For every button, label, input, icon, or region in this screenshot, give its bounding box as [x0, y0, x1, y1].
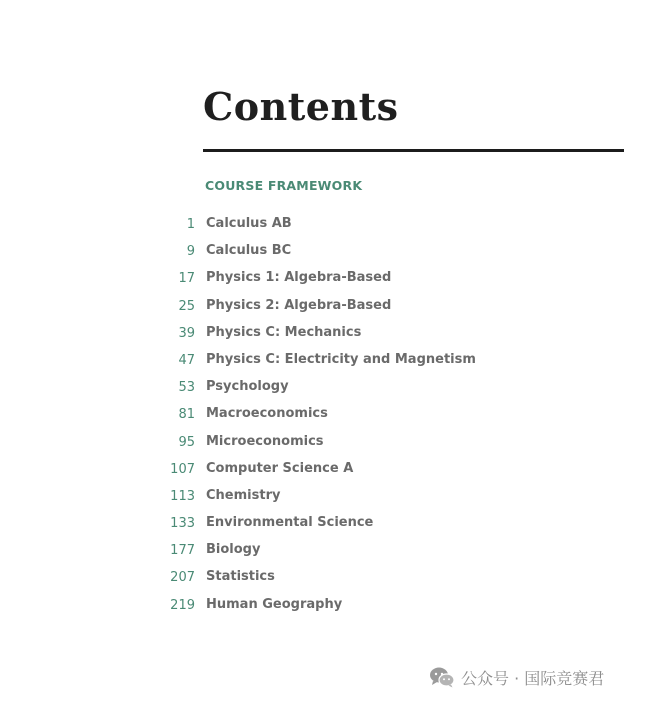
toc-entry-label: Microeconomics: [206, 433, 324, 449]
toc-entry: [0, 214, 651, 241]
toc-page-number: 25: [178, 298, 195, 314]
wechat-icon: [429, 666, 455, 688]
section-heading: COURSE FRAMEWORK: [205, 178, 363, 193]
toc-page-number: 9: [186, 244, 195, 260]
toc-entry: [0, 513, 651, 540]
toc-page-number: 81: [178, 407, 195, 423]
page-title: Contents: [203, 84, 399, 129]
toc-entry-label: Psychology: [206, 379, 289, 395]
toc-page-number: 47: [178, 352, 195, 368]
watermark: [429, 665, 604, 689]
toc-entry-label: Biology: [206, 542, 261, 558]
toc-entry: [0, 377, 651, 404]
toc-page-number: 207: [170, 570, 195, 586]
toc-entry: [0, 404, 651, 431]
toc-page-number: 107: [170, 461, 195, 477]
toc-entry: [0, 540, 651, 567]
toc-entry-label: Chemistry: [206, 487, 281, 503]
toc-entry: [0, 241, 651, 268]
toc-entry: [0, 268, 651, 295]
toc-page-number: 39: [178, 325, 195, 341]
toc-entry-label: Calculus BC: [206, 243, 292, 259]
toc-entry-label: Statistics: [206, 569, 275, 585]
toc-entry: [0, 296, 651, 323]
toc-page-number: 177: [170, 543, 195, 559]
watermark-text: 公众号 · 国际竞赛君: [461, 668, 605, 688]
toc-page-number: 53: [178, 380, 195, 396]
toc-entry: [0, 350, 651, 377]
toc-entry-label: Physics C: Mechanics: [206, 324, 362, 340]
toc-entry-label: Calculus AB: [206, 216, 292, 231]
toc-entry-label: Physics 1: Algebra-Based: [206, 270, 392, 286]
toc-entry-label: Physics C: Electricity and Magnetism: [206, 351, 476, 367]
toc-entry: [0, 323, 651, 350]
table-of-contents: [0, 214, 651, 622]
toc-entry: [0, 595, 651, 622]
toc-entry: [0, 486, 651, 513]
toc-page-number: 95: [178, 434, 195, 450]
toc-page-number: 219: [170, 597, 195, 613]
toc-entry: [0, 432, 651, 459]
toc-page-number: 113: [170, 488, 195, 504]
toc-page-number: 1: [186, 217, 195, 232]
toc-entry-label: Macroeconomics: [206, 406, 328, 422]
toc-page-number: 133: [170, 516, 195, 532]
toc-entry-label: Environmental Science: [206, 515, 374, 531]
toc-page-number: 17: [178, 271, 195, 287]
title-divider: [203, 149, 624, 152]
toc-entry-label: Physics 2: Algebra-Based: [206, 297, 392, 313]
toc-entry-label: Human Geography: [206, 596, 343, 612]
toc-entry: [0, 459, 651, 486]
toc-entry-label: Computer Science A: [206, 460, 354, 476]
toc-entry: [0, 567, 651, 594]
